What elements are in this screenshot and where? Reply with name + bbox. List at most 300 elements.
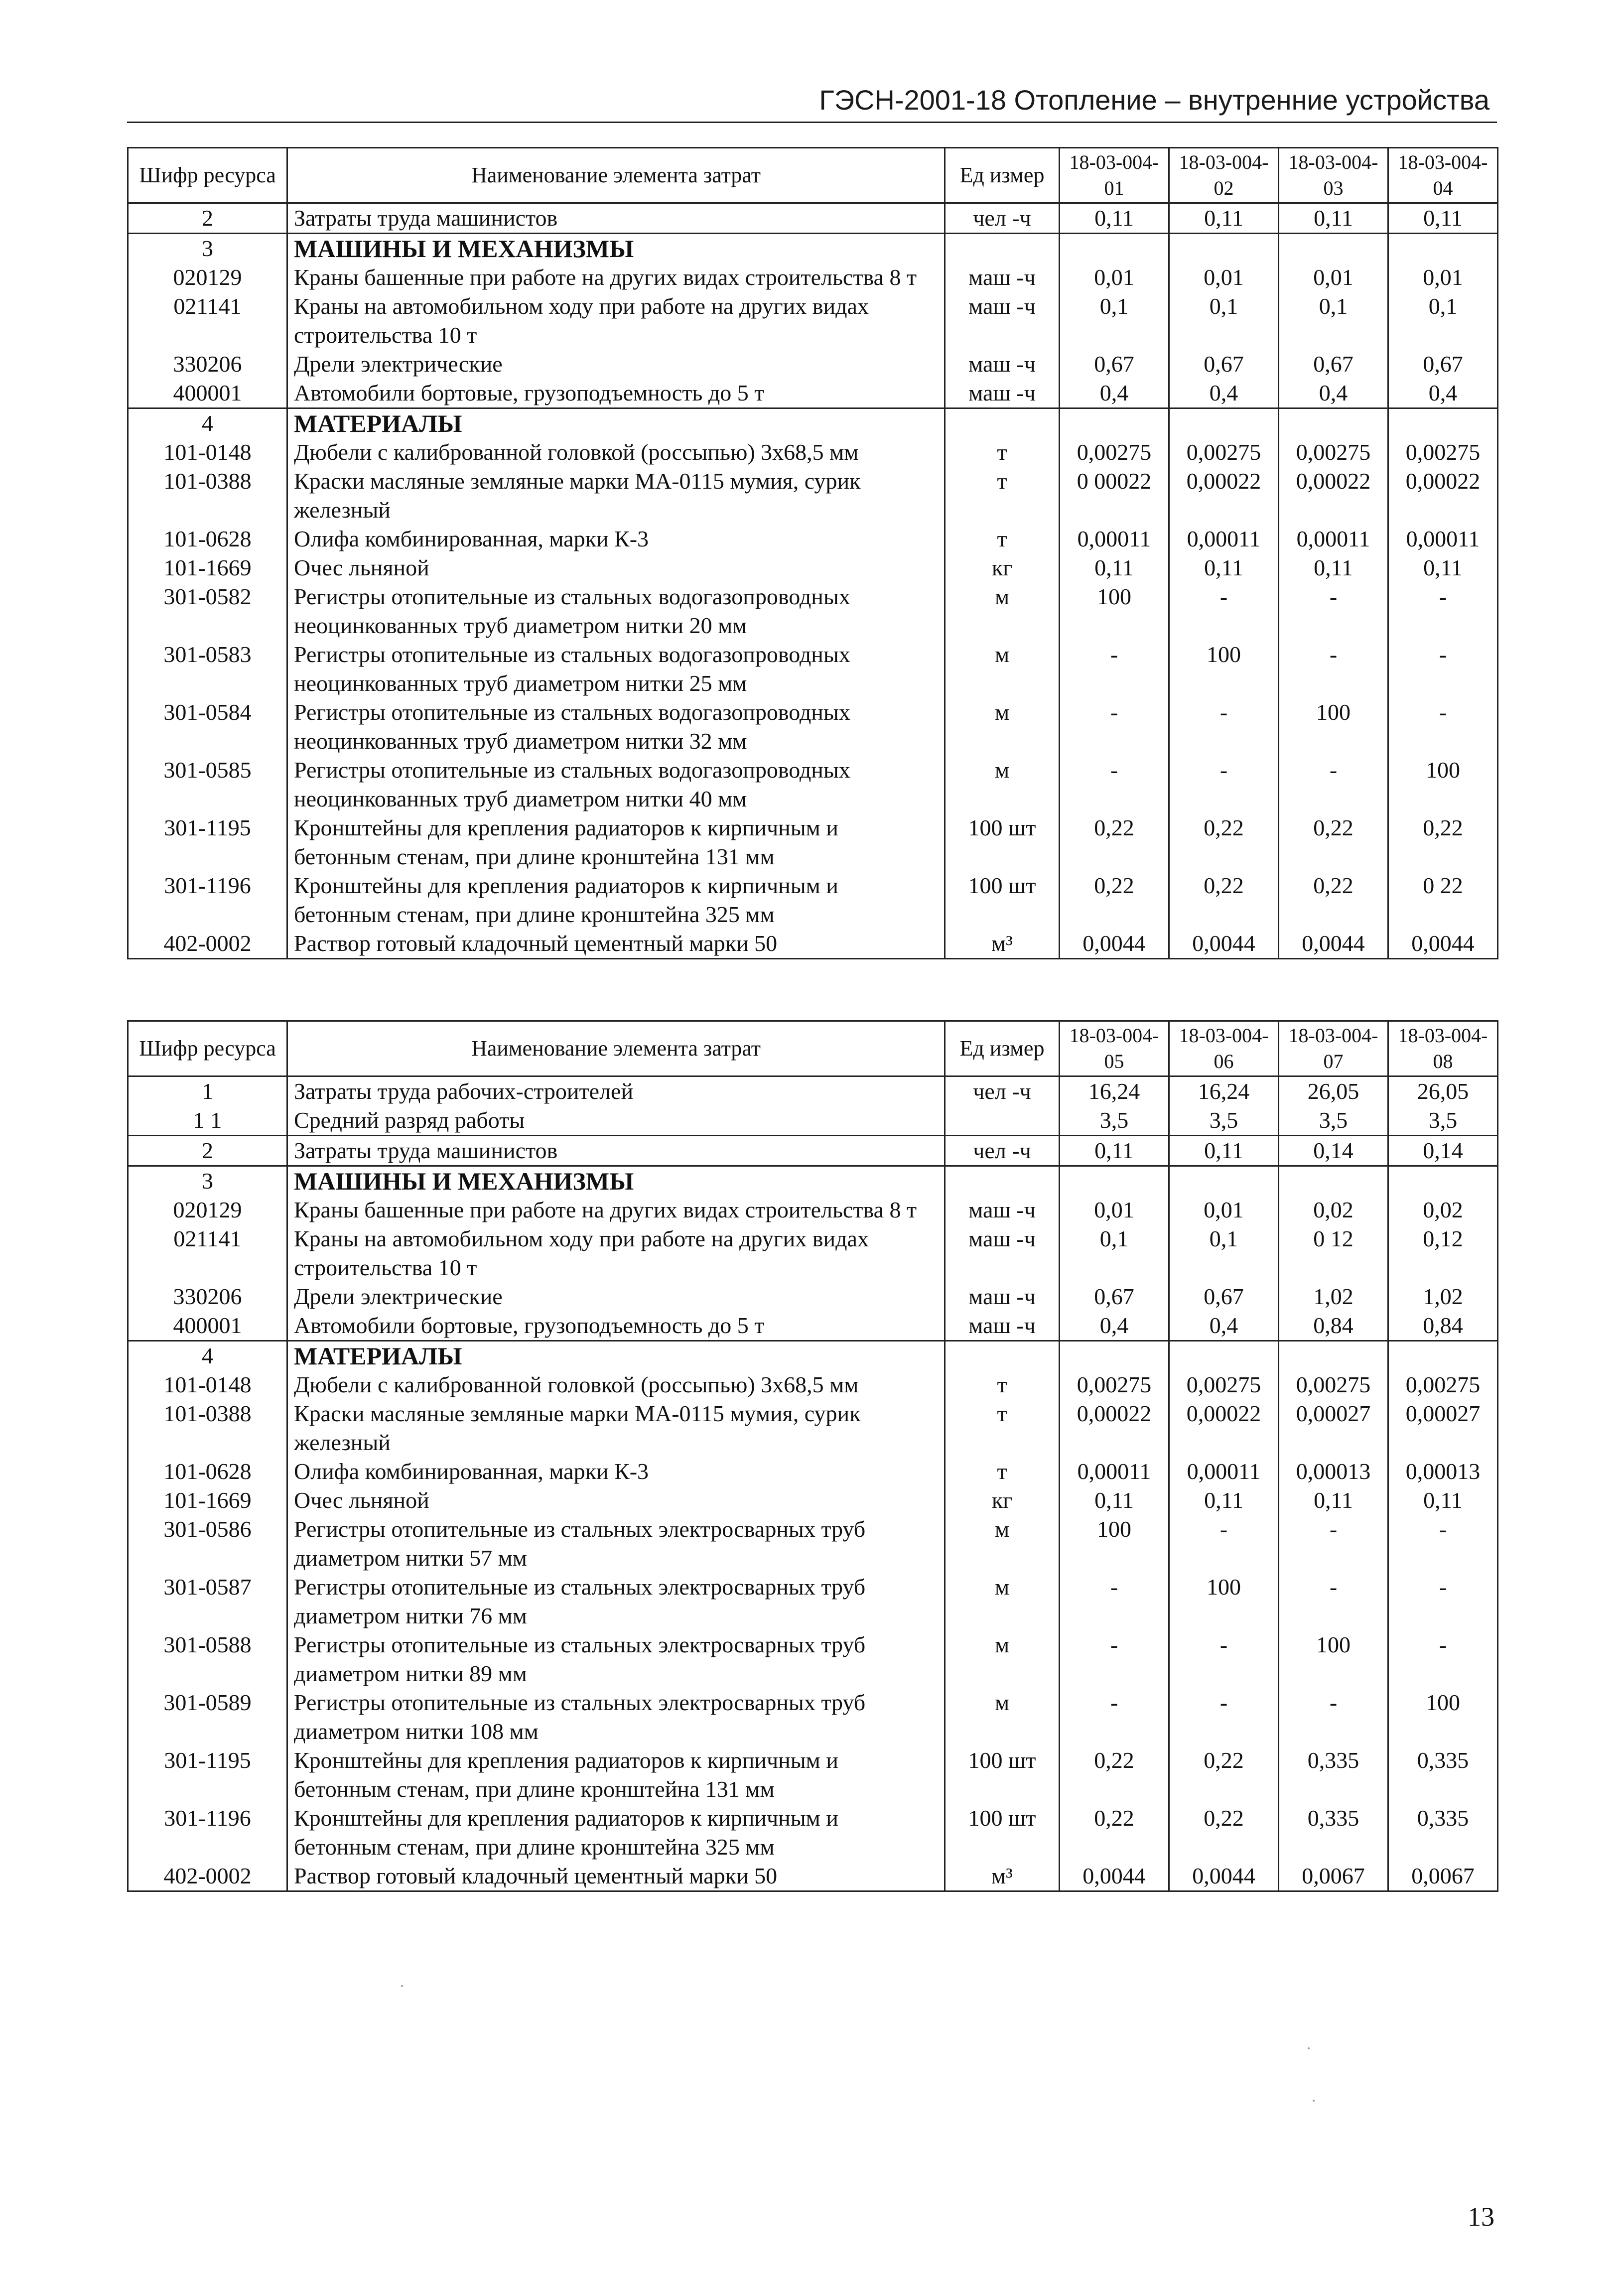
unit-cell: маш -ч <box>945 292 1060 350</box>
norm-value: 0 22 <box>1388 871 1498 929</box>
table-row <box>128 408 1498 438</box>
cost-element-name: Кронштейны для крепления радиаторов к кирпичным и бетонным стенам, при длине кронштейна 131 мм <box>287 1746 945 1804</box>
norm-value: - <box>1060 640 1169 698</box>
norm-value <box>1279 408 1388 438</box>
unit-cell: м <box>945 640 1060 698</box>
table-row <box>128 1311 1498 1341</box>
norm-value: 0,00022 <box>1060 1399 1169 1457</box>
norm-value: - <box>1388 582 1498 640</box>
norm-value: 0,22 <box>1279 871 1388 929</box>
resource-code: 402-0002 <box>128 929 287 959</box>
table-row <box>128 1282 1498 1311</box>
norm-value: - <box>1169 1515 1279 1573</box>
norm-value: 0,0044 <box>1060 1862 1169 1891</box>
col-header-unit: Ед измер <box>945 1021 1060 1076</box>
cost-element-name: Краны на автомобильном ходу при работе на других видах строительства 10 т <box>287 1224 945 1282</box>
cost-element-name: Олифа комбинированная, марки К-3 <box>287 525 945 553</box>
norm-value: - <box>1279 1515 1388 1573</box>
table-row <box>128 1746 1498 1804</box>
resource-code: 301-0583 <box>128 640 287 698</box>
resource-code: 1 <box>128 1076 287 1106</box>
resource-code: 101-0148 <box>128 438 287 467</box>
norm-value: 0,01 <box>1169 1196 1279 1224</box>
norm-value: 0 12 <box>1279 1224 1388 1282</box>
norm-value: 0,14 <box>1279 1136 1388 1166</box>
norm-value: 1,02 <box>1388 1282 1498 1311</box>
unit-cell: м³ <box>945 929 1060 959</box>
cost-element-name: Затраты труда машинистов <box>287 203 945 234</box>
norm-value: 3,5 <box>1279 1106 1388 1136</box>
table-row <box>128 1196 1498 1224</box>
norm-value: 0,22 <box>1279 813 1388 871</box>
norm-value <box>1060 1166 1169 1196</box>
norm-value: - <box>1388 1630 1498 1688</box>
norm-value: 0,22 <box>1169 1746 1279 1804</box>
norm-value: 0,00275 <box>1169 1370 1279 1399</box>
norm-value: 0,00275 <box>1060 1370 1169 1399</box>
norm-value: - <box>1388 640 1498 698</box>
unit-cell: т <box>945 525 1060 553</box>
resource-code: 2 <box>128 203 287 234</box>
norm-value: 0,01 <box>1388 263 1498 292</box>
norm-value: 0,00275 <box>1279 1370 1388 1399</box>
norm-value: 0,67 <box>1279 350 1388 379</box>
table-row <box>128 438 1498 467</box>
page-number: 13 <box>1468 2202 1494 2232</box>
unit-cell: м <box>945 756 1060 813</box>
resource-code: 301-0582 <box>128 582 287 640</box>
cost-element-name: Средний разряд работы <box>287 1106 945 1136</box>
cost-element-name: Регистры отопительные из стальных водогазопроводных неоцинкованных труб диаметром нитки 32 мм <box>287 698 945 756</box>
norm-value: 0,22 <box>1060 871 1169 929</box>
table-row <box>128 1076 1498 1106</box>
resource-code: 301-1196 <box>128 871 287 929</box>
norm-value: 0,00275 <box>1388 1370 1498 1399</box>
table-row <box>128 525 1498 553</box>
unit-cell: маш -ч <box>945 379 1060 408</box>
norm-value: 0,00275 <box>1169 438 1279 467</box>
table-row <box>128 1688 1498 1746</box>
cost-element-name: Краски масляные земляные марки МА-0115 мумия, сурик железный <box>287 467 945 525</box>
norm-value <box>1060 408 1169 438</box>
norm-value: 0 00022 <box>1060 467 1169 525</box>
norm-value <box>1388 234 1498 264</box>
col-header-norm-7: 18-03-004-07 <box>1279 1021 1388 1076</box>
cost-element-name: Автомобили бортовые, грузоподъемность до 5 т <box>287 379 945 408</box>
resource-code: 301-1195 <box>128 1746 287 1804</box>
norm-value: - <box>1388 698 1498 756</box>
table-row <box>128 1515 1498 1573</box>
cost-element-name: Дюбели с калиброванной головкой (россыпью) 3х68,5 мм <box>287 438 945 467</box>
resource-code: 101-1669 <box>128 1486 287 1515</box>
document-title: ГЭСН-2001-18 Отопление – внутренние устройства <box>819 84 1489 116</box>
norm-value: 0,84 <box>1279 1311 1388 1341</box>
cost-element-name: Регистры отопительные из стальных электросварных труб диаметром нитки 57 мм <box>287 1515 945 1573</box>
col-header-unit: Ед измер <box>945 148 1060 203</box>
resource-code: 1 1 <box>128 1106 287 1136</box>
norm-value: - <box>1169 698 1279 756</box>
resource-code: 301-0584 <box>128 698 287 756</box>
resource-code: 020129 <box>128 1196 287 1224</box>
col-header-norm-6: 18-03-004-06 <box>1169 1021 1279 1076</box>
unit-cell: т <box>945 1399 1060 1457</box>
resource-code: 2 <box>128 1136 287 1166</box>
resource-code: 301-0587 <box>128 1573 287 1630</box>
norm-value: 26,05 <box>1388 1076 1498 1106</box>
norm-value: - <box>1169 1688 1279 1746</box>
table-row <box>128 756 1498 813</box>
resource-code: 301-1196 <box>128 1804 287 1862</box>
table-row <box>128 1136 1498 1166</box>
col-header-norm-4: 18-03-004-04 <box>1388 148 1498 203</box>
unit-cell: т <box>945 438 1060 467</box>
table-row <box>128 1166 1498 1196</box>
norm-value: 100 <box>1279 1630 1388 1688</box>
cost-element-name: Краны башенные при работе на других видах строительства 8 т <box>287 1196 945 1224</box>
unit-cell: маш -ч <box>945 350 1060 379</box>
norm-value: 0,1 <box>1060 1224 1169 1282</box>
resource-code: 301-1195 <box>128 813 287 871</box>
table-row <box>128 1862 1498 1891</box>
resource-code: 101-0628 <box>128 525 287 553</box>
resource-code: 101-0388 <box>128 467 287 525</box>
norms-table-2 <box>127 1020 1498 1892</box>
norm-value: 0,00013 <box>1279 1457 1388 1486</box>
norm-value: 0,12 <box>1388 1224 1498 1282</box>
norm-value: 0,00011 <box>1060 1457 1169 1486</box>
norm-value: 0,22 <box>1169 871 1279 929</box>
table-row <box>128 553 1498 582</box>
unit-cell: маш -ч <box>945 1196 1060 1224</box>
norm-value: 100 <box>1060 582 1169 640</box>
norm-value: 0,22 <box>1169 813 1279 871</box>
table-row <box>128 292 1498 350</box>
norm-value: 0,1 <box>1060 292 1169 350</box>
norm-value: 0,11 <box>1060 203 1169 234</box>
norm-value <box>1388 1341 1498 1371</box>
norm-value: 0,4 <box>1279 379 1388 408</box>
table-row <box>128 1486 1498 1515</box>
norm-value: 0,67 <box>1060 350 1169 379</box>
unit-cell: 100 шт <box>945 1804 1060 1862</box>
table-row <box>128 1630 1498 1688</box>
norm-value: 3,5 <box>1388 1106 1498 1136</box>
norm-value: 0,00275 <box>1060 438 1169 467</box>
resource-code: 400001 <box>128 1311 287 1341</box>
norm-value: 100 <box>1060 1515 1169 1573</box>
table-row <box>128 1341 1498 1371</box>
norm-value: 0,335 <box>1279 1804 1388 1862</box>
norm-value: 0,01 <box>1169 263 1279 292</box>
norm-value: 0,335 <box>1388 1804 1498 1862</box>
col-header-code: Шифр ресурса <box>128 1021 287 1076</box>
norm-value: - <box>1279 582 1388 640</box>
table-row <box>128 871 1498 929</box>
resource-code: 400001 <box>128 379 287 408</box>
norm-value: 0,11 <box>1169 1486 1279 1515</box>
norm-value: - <box>1060 756 1169 813</box>
cost-element-name: МАТЕРИАЛЫ <box>287 1341 945 1371</box>
norm-value: - <box>1169 756 1279 813</box>
cost-element-name: Раствор готовый кладочный цементный марки 50 <box>287 929 945 959</box>
norm-value <box>1388 1166 1498 1196</box>
norm-value <box>1060 1341 1169 1371</box>
norm-value: 100 <box>1169 1573 1279 1630</box>
resource-code: 402-0002 <box>128 1862 287 1891</box>
norm-value: 0,0044 <box>1279 929 1388 959</box>
cost-element-name: Автомобили бортовые, грузоподъемность до 5 т <box>287 1311 945 1341</box>
norm-value: 0,00011 <box>1169 525 1279 553</box>
norm-value: - <box>1060 1630 1169 1688</box>
norm-value: - <box>1169 582 1279 640</box>
col-header-norm-3: 18-03-004-03 <box>1279 148 1388 203</box>
norm-value: 0,4 <box>1169 379 1279 408</box>
cost-element-name: МАШИНЫ И МЕХАНИЗМЫ <box>287 1166 945 1196</box>
unit-cell: маш -ч <box>945 263 1060 292</box>
norm-value: 0,00022 <box>1279 467 1388 525</box>
col-header-name: Наименование элемента затрат <box>287 1021 945 1076</box>
table-row <box>128 582 1498 640</box>
norm-value: 0,00027 <box>1279 1399 1388 1457</box>
norm-value: - <box>1279 640 1388 698</box>
col-header-norm-8: 18-03-004-08 <box>1388 1021 1498 1076</box>
cost-element-name: Очес льняной <box>287 553 945 582</box>
table-row <box>128 1106 1498 1136</box>
cost-element-name: Затраты труда рабочих-строителей <box>287 1076 945 1106</box>
scan-speck <box>1313 2100 1315 2102</box>
norms-table-1 <box>127 147 1498 959</box>
col-header-norm-2: 18-03-004-02 <box>1169 148 1279 203</box>
norm-value <box>1169 234 1279 264</box>
norm-value: 0,1 <box>1169 1224 1279 1282</box>
cost-element-name: Регистры отопительные из стальных электросварных труб диаметром нитки 76 мм <box>287 1573 945 1630</box>
norm-value: 0,11 <box>1388 553 1498 582</box>
resource-code: 301-0588 <box>128 1630 287 1688</box>
cost-element-name: МАШИНЫ И МЕХАНИЗМЫ <box>287 234 945 264</box>
norm-value <box>1169 408 1279 438</box>
resource-code: 301-0586 <box>128 1515 287 1573</box>
norm-value: 0,4 <box>1060 379 1169 408</box>
table-row <box>128 350 1498 379</box>
norm-value: 100 <box>1388 756 1498 813</box>
table-row <box>128 263 1498 292</box>
unit-cell: маш -ч <box>945 1282 1060 1311</box>
norm-value <box>1169 1341 1279 1371</box>
col-header-code: Шифр ресурса <box>128 148 287 203</box>
resource-code: 4 <box>128 408 287 438</box>
cost-element-name: Кронштейны для крепления радиаторов к кирпичным и бетонным стенам, при длине кронштейна 325 мм <box>287 871 945 929</box>
norm-value: 0,11 <box>1060 1486 1169 1515</box>
norm-value: 0,00013 <box>1388 1457 1498 1486</box>
resource-code: 330206 <box>128 1282 287 1311</box>
unit-cell: чел -ч <box>945 1076 1060 1106</box>
norm-value: 0,00027 <box>1388 1399 1498 1457</box>
unit-cell: м³ <box>945 1862 1060 1891</box>
cost-element-name: Кронштейны для крепления радиаторов к кирпичным и бетонным стенам, при длине кронштейна 131 мм <box>287 813 945 871</box>
norm-value: - <box>1388 1515 1498 1573</box>
norm-value: 0,11 <box>1279 553 1388 582</box>
col-header-name: Наименование элемента затрат <box>287 148 945 203</box>
table-row <box>128 234 1498 264</box>
norm-value: 3,5 <box>1060 1106 1169 1136</box>
norm-value: 16,24 <box>1060 1076 1169 1106</box>
resource-code: 3 <box>128 234 287 264</box>
resource-code: 3 <box>128 1166 287 1196</box>
cost-element-name: Краски масляные земляные марки МА-0115 мумия, сурик железный <box>287 1399 945 1457</box>
norm-value: 26,05 <box>1279 1076 1388 1106</box>
norm-value: 0,84 <box>1388 1311 1498 1341</box>
norm-value: 0,0044 <box>1169 1862 1279 1891</box>
norm-value: 0,0044 <box>1060 929 1169 959</box>
unit-cell: м <box>945 1688 1060 1746</box>
resource-code: 101-0388 <box>128 1399 287 1457</box>
unit-cell: т <box>945 1370 1060 1399</box>
table-row <box>128 929 1498 959</box>
norm-value: 0,00011 <box>1060 525 1169 553</box>
table-row <box>128 379 1498 408</box>
cost-element-name: Краны на автомобильном ходу при работе на других видах строительства 10 т <box>287 292 945 350</box>
unit-cell: 100 шт <box>945 1746 1060 1804</box>
norm-value: 0,00022 <box>1388 467 1498 525</box>
norm-value: 0,11 <box>1388 1486 1498 1515</box>
norm-value <box>1060 234 1169 264</box>
norm-value: 0,00275 <box>1279 438 1388 467</box>
unit-cell: т <box>945 467 1060 525</box>
resource-code: 020129 <box>128 263 287 292</box>
unit-cell: м <box>945 1515 1060 1573</box>
norm-value <box>1169 1166 1279 1196</box>
unit-cell: м <box>945 698 1060 756</box>
norm-value: 0,67 <box>1169 350 1279 379</box>
table-row <box>128 1399 1498 1457</box>
norm-value: 0,0067 <box>1279 1862 1388 1891</box>
norm-value: 0,22 <box>1060 1804 1169 1862</box>
norm-value: 0,0067 <box>1388 1862 1498 1891</box>
unit-cell: маш -ч <box>945 1311 1060 1341</box>
unit-cell: м <box>945 1630 1060 1688</box>
norm-value: 0,335 <box>1388 1746 1498 1804</box>
cost-element-name: Дюбели с калиброванной головкой (россыпью) 3х68,5 мм <box>287 1370 945 1399</box>
norm-value: 16,24 <box>1169 1076 1279 1106</box>
norm-value: 3,5 <box>1169 1106 1279 1136</box>
cost-element-name: Регистры отопительные из стальных водогазопроводных неоцинкованных труб диаметром нитки 20 мм <box>287 582 945 640</box>
header-rule <box>127 122 1497 123</box>
resource-code: 101-0628 <box>128 1457 287 1486</box>
unit-cell: чел -ч <box>945 1136 1060 1166</box>
norm-value: 0,11 <box>1388 203 1498 234</box>
norm-value: 0,1 <box>1388 292 1498 350</box>
table-header-row <box>128 148 1498 203</box>
table-row <box>128 640 1498 698</box>
norm-value: 0,0044 <box>1169 929 1279 959</box>
cost-element-name: Регистры отопительные из стальных электросварных труб диаметром нитки 89 мм <box>287 1630 945 1688</box>
norm-value <box>1279 1166 1388 1196</box>
cost-element-name: Олифа комбинированная, марки К-3 <box>287 1457 945 1486</box>
table-row <box>128 1573 1498 1630</box>
cost-element-name: МАТЕРИАЛЫ <box>287 408 945 438</box>
norm-value: - <box>1279 1573 1388 1630</box>
norm-value: - <box>1060 698 1169 756</box>
norm-value: - <box>1388 1573 1498 1630</box>
col-header-norm-5: 18-03-004-05 <box>1060 1021 1169 1076</box>
unit-cell <box>945 1166 1060 1196</box>
unit-cell <box>945 234 1060 264</box>
norm-value: 100 <box>1388 1688 1498 1746</box>
cost-element-name: Краны башенные при работе на других видах строительства 8 т <box>287 263 945 292</box>
resource-code: 021141 <box>128 1224 287 1282</box>
norm-value <box>1388 408 1498 438</box>
norm-value: - <box>1169 1630 1279 1688</box>
norm-value <box>1279 234 1388 264</box>
norm-value: 0,22 <box>1060 1746 1169 1804</box>
cost-element-name: Регистры отопительные из стальных водогазопроводных неоцинкованных труб диаметром нитки 40 мм <box>287 756 945 813</box>
table-row <box>128 698 1498 756</box>
table-row <box>128 1224 1498 1282</box>
unit-cell: чел -ч <box>945 203 1060 234</box>
norm-value: 0,22 <box>1388 813 1498 871</box>
norm-value: 0,11 <box>1060 553 1169 582</box>
norm-value: 0,11 <box>1060 1136 1169 1166</box>
norm-value: - <box>1279 756 1388 813</box>
norm-value: 0,00022 <box>1169 467 1279 525</box>
norm-value: 0,00011 <box>1388 525 1498 553</box>
norm-value: 0,01 <box>1279 263 1388 292</box>
norm-value: 0,1 <box>1279 292 1388 350</box>
norm-value: 0,4 <box>1169 1311 1279 1341</box>
norm-value: 0,1 <box>1169 292 1279 350</box>
norm-value: 0,00275 <box>1388 438 1498 467</box>
unit-cell: 100 шт <box>945 871 1060 929</box>
norm-value: 0,00011 <box>1169 1457 1279 1486</box>
cost-element-name: Регистры отопительные из стальных электросварных труб диаметром нитки 108 мм <box>287 1688 945 1746</box>
norm-value: 100 <box>1169 640 1279 698</box>
unit-cell <box>945 1106 1060 1136</box>
norm-value: 0,00011 <box>1279 525 1388 553</box>
norm-value: 0,11 <box>1169 203 1279 234</box>
table-row <box>128 1370 1498 1399</box>
norm-value <box>1279 1341 1388 1371</box>
norm-value: 0,4 <box>1388 379 1498 408</box>
unit-cell: м <box>945 1573 1060 1630</box>
cost-element-name: Раствор готовый кладочный цементный марки 50 <box>287 1862 945 1891</box>
norm-value: 0,335 <box>1279 1746 1388 1804</box>
cost-element-name: Очес льняной <box>287 1486 945 1515</box>
norm-value: 0,01 <box>1060 1196 1169 1224</box>
resource-code: 021141 <box>128 292 287 350</box>
norm-value: - <box>1060 1573 1169 1630</box>
norm-value: 0,00022 <box>1169 1399 1279 1457</box>
norm-value: 1,02 <box>1279 1282 1388 1311</box>
norm-value: 0,11 <box>1279 1486 1388 1515</box>
norm-value: 0,22 <box>1060 813 1169 871</box>
scan-speck <box>1308 2047 1310 2049</box>
unit-cell: кг <box>945 1486 1060 1515</box>
cost-element-name: Кронштейны для крепления радиаторов к кирпичным и бетонным стенам, при длине кронштейна 325 мм <box>287 1804 945 1862</box>
table-row <box>128 203 1498 234</box>
unit-cell: 100 шт <box>945 813 1060 871</box>
col-header-norm-1: 18-03-004-01 <box>1060 148 1169 203</box>
norm-value: 0,02 <box>1388 1196 1498 1224</box>
table-row <box>128 467 1498 525</box>
norm-value: - <box>1060 1688 1169 1746</box>
resource-code: 101-0148 <box>128 1370 287 1399</box>
norm-value: 0,11 <box>1169 553 1279 582</box>
resource-code: 301-0589 <box>128 1688 287 1746</box>
norm-value: 0,67 <box>1169 1282 1279 1311</box>
cost-element-name: Дрели электрические <box>287 350 945 379</box>
norm-value: 100 <box>1279 698 1388 756</box>
cost-element-name: Дрели электрические <box>287 1282 945 1311</box>
